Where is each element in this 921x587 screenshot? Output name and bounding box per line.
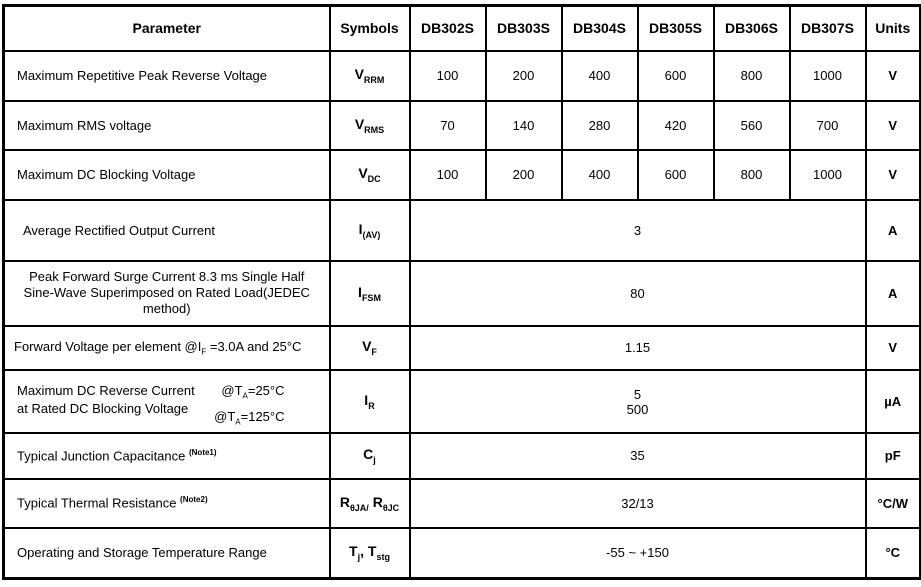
unit-cell: A	[866, 261, 921, 326]
value-cell: 800	[714, 51, 790, 101]
condition-text: $@T_A=25^\circ C$	[221, 383, 285, 401]
param-cell	[4, 370, 330, 433]
param-cell: Operating and Storage Temperature Range	[4, 528, 330, 579]
param-cell: Forward Voltage per element $@I_F =3.0A$ and 25°C	[4, 326, 330, 370]
value-cell: 200	[486, 150, 562, 200]
unit-cell: V	[866, 51, 921, 101]
col-header-units: Units	[866, 6, 921, 51]
symbol-cell: $T_j$, $T_{stg}$	[330, 528, 410, 579]
value-bottom: 500	[626, 402, 649, 417]
value-cell: 140	[486, 101, 562, 150]
value-cell-merged: 3	[410, 200, 866, 261]
row-vdc	[4, 150, 921, 200]
value-cell: 800	[714, 150, 790, 200]
value-cell-merged	[410, 370, 866, 433]
col-header-db307s: DB307S	[790, 6, 866, 51]
unit-cell: °C/W	[866, 479, 921, 528]
value-cell: 420	[638, 101, 714, 150]
row-rth	[4, 479, 921, 528]
row-ir	[4, 370, 921, 433]
row-ifsm	[4, 261, 921, 326]
col-header-db304s: DB304S	[562, 6, 638, 51]
header-row	[4, 6, 921, 51]
col-header-db303s: DB303S	[486, 6, 562, 51]
value-cell: 1000	[790, 150, 866, 200]
symbol-cell: $V_{RMS}$	[330, 101, 410, 150]
param-cell: Maximum Repetitive Peak Reverse Voltage	[4, 51, 330, 101]
col-header-parameter: Parameter	[4, 6, 330, 51]
value-cell: 280	[562, 101, 638, 150]
value-cell-merged: 80	[410, 261, 866, 326]
unit-cell: V	[866, 101, 921, 150]
unit-cell: V	[866, 326, 921, 370]
value-cell: 70	[410, 101, 486, 150]
param-cell	[4, 261, 330, 326]
param-cell: Maximum DC Blocking Voltage	[4, 150, 330, 200]
param-text: at Rated DC Blocking Voltage	[17, 401, 189, 416]
value-cell: 600	[638, 150, 714, 200]
param-cell: Average Rectified Output Current	[4, 200, 330, 261]
value-cell: 1000	[790, 51, 866, 101]
unit-cell: V	[866, 150, 921, 200]
symbol-cell: $I_{FSM}$	[330, 261, 410, 326]
value-cell: 560	[714, 101, 790, 150]
unit-cell: µA	[866, 370, 921, 433]
unit-cell: A	[866, 200, 921, 261]
value-cell: 400	[562, 150, 638, 200]
symbol-cell: $R_{\theta JA/}$ $R_{\theta JC}$	[330, 479, 410, 528]
value-cell-merged: 1.15	[410, 326, 866, 370]
condition-text: $@T_A=125^\circ C$	[214, 409, 285, 427]
ratings-table	[2, 4, 921, 580]
param-cell: Typical Thermal Resistance $^{(Note2)}$	[4, 479, 330, 528]
row-vrms	[4, 101, 921, 150]
value-cell: 400	[562, 51, 638, 101]
value-cell-merged: 35	[410, 433, 866, 479]
symbol-cell: $V_{DC}$	[330, 150, 410, 200]
col-header-db306s: DB306S	[714, 6, 790, 51]
value-cell-merged: 32/13	[410, 479, 866, 528]
row-tstg	[4, 528, 921, 579]
col-header-symbols: Symbols	[330, 6, 410, 51]
value-cell: 100	[410, 51, 486, 101]
value-cell: 600	[638, 51, 714, 101]
row-cj	[4, 433, 921, 479]
param-line: method)	[142, 301, 191, 317]
value-cell-merged: -55 ~ +150	[410, 528, 866, 579]
row-vf	[4, 326, 921, 370]
col-header-db302s: DB302S	[410, 6, 486, 51]
symbol-cell: $V_{RRM}$	[330, 51, 410, 101]
unit-cell: °C	[866, 528, 921, 579]
param-line: Peak Forward Surge Current 8.3 ms Single Half	[29, 268, 305, 284]
param-text: Maximum DC Reverse Current	[17, 383, 195, 399]
value-top: 5	[633, 387, 642, 402]
value-cell: 700	[790, 101, 866, 150]
symbol-cell: $C_j$	[330, 433, 410, 479]
param-cell: Typical Junction Capacitance $^{(Note1)}$	[4, 433, 330, 479]
symbol-cell: $V_F$	[330, 326, 410, 370]
col-header-db305s: DB305S	[638, 6, 714, 51]
value-cell: 200	[486, 51, 562, 101]
row-iav	[4, 200, 921, 261]
symbol-cell: $I_{(AV)}$	[330, 200, 410, 261]
symbol-cell: $I_R$	[330, 370, 410, 433]
unit-cell: pF	[866, 433, 921, 479]
param-cell: Maximum RMS voltage	[4, 101, 330, 150]
value-cell: 100	[410, 150, 486, 200]
row-vrrm	[4, 51, 921, 101]
param-line: Sine-Wave Superimposed on Rated Load(JEDEC	[23, 284, 310, 300]
